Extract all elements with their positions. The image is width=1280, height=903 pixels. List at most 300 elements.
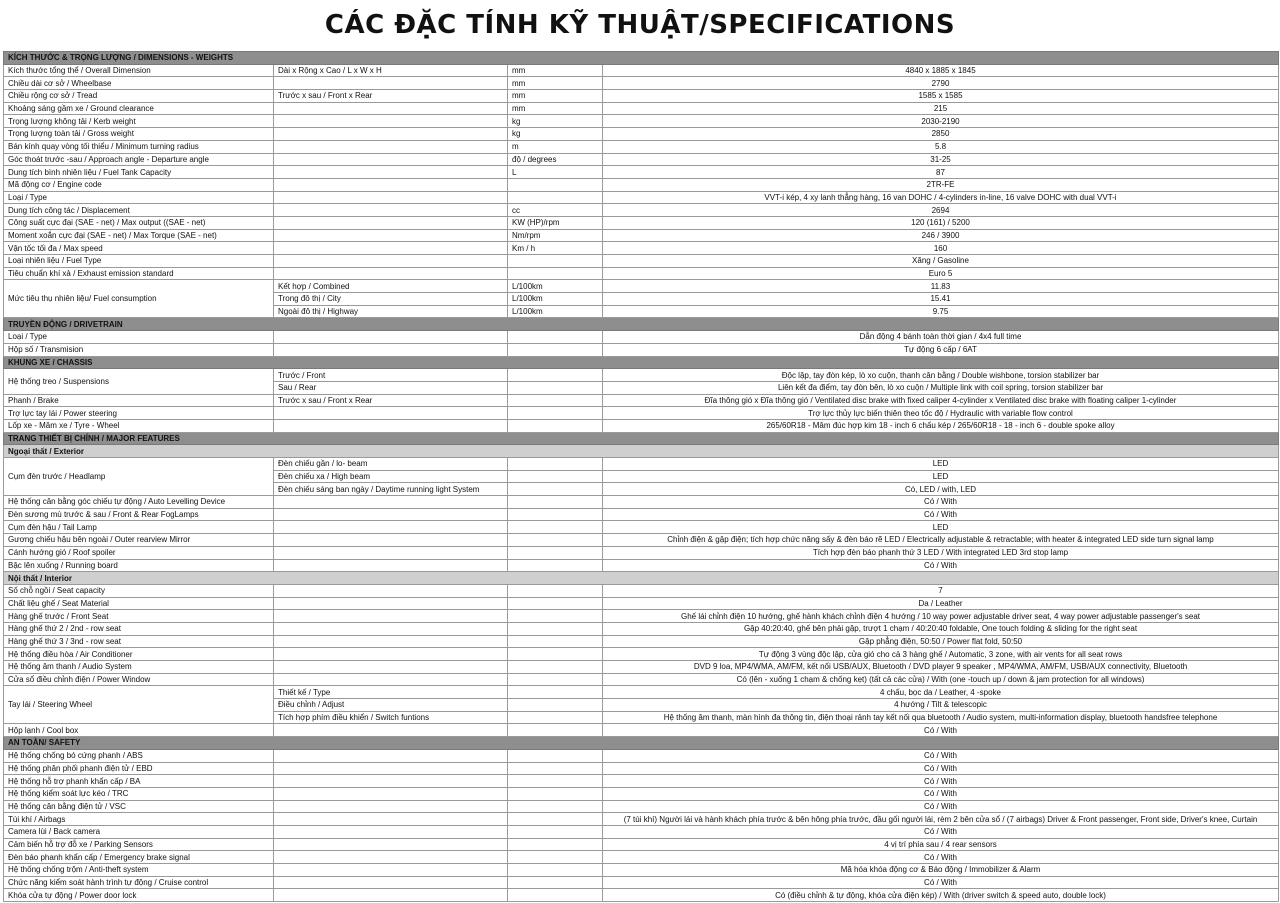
spec-unit: KW (HP)/rpm	[508, 216, 603, 229]
spec-value: Hệ thống âm thanh, màn hình đa thông tin, điện thoại rảnh tay kết nối qua bluetooth / Audio system, multi-information display, bluetooth handsfree telephone	[603, 711, 1279, 724]
spec-name: Khoảng sáng gầm xe / Ground clearance	[4, 102, 274, 115]
spec-unit: độ / degrees	[508, 153, 603, 166]
subsection-header: Nội thất / Interior	[4, 572, 1279, 585]
spec-unit	[508, 267, 603, 280]
spec-row	[4, 496, 1279, 509]
spec-unit: L	[508, 166, 603, 179]
spec-row	[4, 115, 1279, 128]
spec-unit	[508, 331, 603, 344]
spec-unit	[508, 762, 603, 775]
spec-value: (7 túi khí) Người lái và hành khách phía trước & bên hông phía trước, đầu gối người lái, rèm 2 bên cửa sổ / (7 airbags) Driver & Front passenger, Front side, Driver's knee, Curtain	[603, 813, 1279, 826]
spec-unit	[508, 508, 603, 521]
spec-unit	[508, 559, 603, 572]
spec-condition	[274, 749, 508, 762]
spec-unit	[508, 191, 603, 204]
spec-condition: Trước / Front	[274, 369, 508, 382]
spec-unit: Nm/rpm	[508, 229, 603, 242]
spec-unit	[508, 381, 603, 394]
spec-condition	[274, 648, 508, 661]
spec-row	[4, 369, 1279, 382]
spec-unit	[508, 673, 603, 686]
spec-row	[4, 102, 1279, 115]
spec-unit	[508, 458, 603, 471]
spec-row	[4, 724, 1279, 737]
spec-unit: L/100km	[508, 293, 603, 306]
spec-row	[4, 166, 1279, 179]
spec-name: Số chỗ ngồi / Seat capacity	[4, 584, 274, 597]
spec-value: Có, LED / with, LED	[603, 483, 1279, 496]
spec-unit	[508, 343, 603, 356]
spec-value: 2850	[603, 128, 1279, 141]
spec-condition	[274, 838, 508, 851]
spec-value: Dẫn động 4 bánh toàn thời gian / 4x4 full time	[603, 331, 1279, 344]
spec-name: Cánh hướng gió / Roof spoiler	[4, 546, 274, 559]
spec-condition	[274, 610, 508, 623]
spec-condition	[274, 724, 508, 737]
spec-unit: L/100km	[508, 280, 603, 293]
spec-condition: Kết hợp / Combined	[274, 280, 508, 293]
spec-row	[4, 394, 1279, 407]
subsection-header-row	[4, 572, 1279, 585]
spec-value: Có / With	[603, 724, 1279, 737]
spec-row	[4, 534, 1279, 547]
section-header-row	[4, 356, 1279, 369]
spec-value: Đĩa thông gió x Đĩa thông gió / Ventilated disc brake with fixed caliper 4-cylinder x Ventilated disc brake with floating caliper 1-cylinder	[603, 394, 1279, 407]
spec-unit	[508, 546, 603, 559]
spec-condition: Đèn chiếu sáng ban ngày / Daytime running light System	[274, 483, 508, 496]
spec-name: Góc thoát trước -sau / Approach angle - Departure angle	[4, 153, 274, 166]
spec-name: Hệ thống phân phối phanh điện tử / EBD	[4, 762, 274, 775]
spec-name: Đèn sương mù trước & sau / Front & Rear FogLamps	[4, 508, 274, 521]
spec-name: Trợ lực tay lái / Power steering	[4, 407, 274, 420]
spec-name: Chiều dài cơ sở / Wheelbase	[4, 77, 274, 90]
spec-row	[4, 153, 1279, 166]
spec-row	[4, 508, 1279, 521]
spec-row	[4, 204, 1279, 217]
spec-condition	[274, 661, 508, 674]
spec-value: 4840 x 1885 x 1845	[603, 64, 1279, 77]
spec-value: 160	[603, 242, 1279, 255]
spec-unit	[508, 876, 603, 889]
spec-row	[4, 597, 1279, 610]
subsection-header: Ngoại thất / Exterior	[4, 445, 1279, 458]
spec-name: Túi khí / Airbags	[4, 813, 274, 826]
spec-row	[4, 280, 1279, 293]
spec-condition	[274, 546, 508, 559]
spec-row	[4, 267, 1279, 280]
spec-row	[4, 787, 1279, 800]
spec-name: Hộp số / Transmision	[4, 343, 274, 356]
spec-name: Mã động cơ / Engine code	[4, 178, 274, 191]
spec-name: Moment xoắn cực đại (SAE - net) / Max Torque (SAE - net)	[4, 229, 274, 242]
spec-unit	[508, 534, 603, 547]
spec-row	[4, 876, 1279, 889]
spec-condition	[274, 419, 508, 432]
spec-condition: Trước x sau / Front x Rear	[274, 90, 508, 103]
spec-condition	[274, 825, 508, 838]
spec-row	[4, 216, 1279, 229]
spec-unit	[508, 369, 603, 382]
spec-row	[4, 851, 1279, 864]
spec-row	[4, 343, 1279, 356]
spec-condition: Đèn chiếu gần / lo- beam	[274, 458, 508, 471]
spec-name: Hàng ghế thứ 2 / 2nd - row seat	[4, 622, 274, 635]
section-header-row	[4, 52, 1279, 65]
spec-condition	[274, 864, 508, 877]
spec-value: 9.75	[603, 305, 1279, 318]
spec-row	[4, 331, 1279, 344]
spec-condition	[274, 559, 508, 572]
spec-row	[4, 889, 1279, 902]
spec-condition: Ngoài đô thị / Highway	[274, 305, 508, 318]
section-header: AN TOÀN/ SAFETY	[4, 737, 1279, 750]
section-header-row	[4, 737, 1279, 750]
spec-condition	[274, 128, 508, 141]
spec-unit: mm	[508, 77, 603, 90]
spec-unit	[508, 838, 603, 851]
spec-unit: cc	[508, 204, 603, 217]
spec-value: 2TR-FE	[603, 178, 1279, 191]
spec-row	[4, 673, 1279, 686]
spec-name: Khóa cửa tự động / Power door lock	[4, 889, 274, 902]
spec-row	[4, 419, 1279, 432]
spec-value: DVD 9 loa, MP4/WMA, AM/FM, kết nối USB/AUX, Bluetooth / DVD player 9 speaker , MP4/WMA, AM/FM, USB/AUX connectivity, Bluetooth	[603, 661, 1279, 674]
spec-name: Cụm đèn hậu / Tail Lamp	[4, 521, 274, 534]
spec-value: Euro 5	[603, 267, 1279, 280]
spec-row	[4, 140, 1279, 153]
spec-name: Hệ thống điều hòa / Air Conditioner	[4, 648, 274, 661]
spec-condition	[274, 876, 508, 889]
spec-value: Có / With	[603, 508, 1279, 521]
spec-name: Tiêu chuẩn khí xả / Exhaust emission standard	[4, 267, 274, 280]
spec-value: 265/60R18 - Mâm đúc hợp kim 18 - inch 6 chấu kép / 265/60R18 - 18 - inch 6 - double spoke alloy	[603, 419, 1279, 432]
spec-condition	[274, 178, 508, 191]
spec-unit	[508, 864, 603, 877]
spec-value: 87	[603, 166, 1279, 179]
spec-name: Cảm biến hỗ trợ đỗ xe / Parking Sensors	[4, 838, 274, 851]
spec-condition	[274, 267, 508, 280]
spec-name: Cụm đèn trước / Headlamp	[4, 458, 274, 496]
spec-row	[4, 661, 1279, 674]
spec-value: Ghế lái chỉnh điện 10 hướng, ghế hành khách chỉnh điện 4 hướng / 10 way power adjustable driver seat, 4 way power adjustable passenger's seat	[603, 610, 1279, 623]
spec-name: Mức tiêu thụ nhiên liệu/ Fuel consumption	[4, 280, 274, 318]
spec-row	[4, 229, 1279, 242]
spec-name: Dung tích bình nhiên liệu / Fuel Tank Capacity	[4, 166, 274, 179]
spec-unit	[508, 622, 603, 635]
spec-row	[4, 762, 1279, 775]
spec-name: Công suất cực đại (SAE - net) / Max output ((SAE - net)	[4, 216, 274, 229]
spec-name: Hệ thống chống bó cứng phanh / ABS	[4, 749, 274, 762]
spec-unit	[508, 699, 603, 712]
spec-condition	[274, 102, 508, 115]
spec-name: Hệ thống chống trộm / Anti-theft system	[4, 864, 274, 877]
spec-unit	[508, 813, 603, 826]
spec-row	[4, 584, 1279, 597]
spec-unit	[508, 610, 603, 623]
spec-name: Hệ thống kiểm soát lực kéo / TRC	[4, 787, 274, 800]
subsection-header-row	[4, 445, 1279, 458]
spec-unit	[508, 255, 603, 268]
spec-row	[4, 825, 1279, 838]
spec-unit: kg	[508, 128, 603, 141]
spec-row	[4, 77, 1279, 90]
spec-name: Hàng ghế thứ 3 / 3nd - row seat	[4, 635, 274, 648]
spec-condition	[274, 140, 508, 153]
section-header: KÍCH THƯỚC & TRỌNG LƯỢNG / DIMENSIONS - WEIGHTS	[4, 52, 1279, 65]
spec-condition	[274, 153, 508, 166]
spec-row	[4, 749, 1279, 762]
spec-condition	[274, 204, 508, 217]
spec-condition	[274, 787, 508, 800]
spec-name: Chiều rộng cơ sở / Tread	[4, 90, 274, 103]
spec-row	[4, 635, 1279, 648]
spec-unit	[508, 407, 603, 420]
spec-row	[4, 546, 1279, 559]
spec-unit	[508, 851, 603, 864]
spec-value: VVT-i kép, 4 xy lanh thẳng hàng, 16 van DOHC / 4-cylinders in-line, 16 valve DOHC with dual VVT-i	[603, 191, 1279, 204]
spec-value: 15.41	[603, 293, 1279, 306]
spec-row	[4, 559, 1279, 572]
spec-condition	[274, 851, 508, 864]
spec-value: 4 vị trí phía sau / 4 rear sensors	[603, 838, 1279, 851]
spec-value: Tự động 3 vùng độc lập, cửa gió cho cả 3 hàng ghế / Automatic, 3 zone, with air vents for all seat rows	[603, 648, 1279, 661]
spec-value: Có / With	[603, 775, 1279, 788]
spec-condition	[274, 216, 508, 229]
spec-value: 1585 x 1585	[603, 90, 1279, 103]
spec-condition: Điều chỉnh / Adjust	[274, 699, 508, 712]
section-header-row	[4, 432, 1279, 445]
spec-unit	[508, 419, 603, 432]
spec-condition	[274, 115, 508, 128]
spec-unit	[508, 394, 603, 407]
spec-condition	[274, 775, 508, 788]
spec-name: Dung tích công tác / Displacement	[4, 204, 274, 217]
spec-name: Trọng lượng không tải / Kerb weight	[4, 115, 274, 128]
spec-unit	[508, 724, 603, 737]
spec-condition	[274, 255, 508, 268]
spec-value: Có / With	[603, 559, 1279, 572]
spec-value: Có / With	[603, 762, 1279, 775]
spec-name: Tay lái / Steering Wheel	[4, 686, 274, 724]
section-header-row	[4, 318, 1279, 331]
spec-value: 2790	[603, 77, 1279, 90]
spec-value: 31-25	[603, 153, 1279, 166]
spec-value: LED	[603, 521, 1279, 534]
spec-unit	[508, 483, 603, 496]
spec-name: Đèn báo phanh khẩn cấp / Emergency brake signal	[4, 851, 274, 864]
spec-value: 7	[603, 584, 1279, 597]
spec-unit	[508, 648, 603, 661]
spec-unit	[508, 800, 603, 813]
spec-unit	[508, 470, 603, 483]
spec-row	[4, 610, 1279, 623]
spec-row	[4, 407, 1279, 420]
spec-row	[4, 838, 1279, 851]
spec-condition	[274, 242, 508, 255]
spec-value: LED	[603, 458, 1279, 471]
spec-condition: Thiết kế / Type	[274, 686, 508, 699]
spec-condition	[274, 508, 508, 521]
spec-unit	[508, 521, 603, 534]
spec-row	[4, 800, 1279, 813]
spec-condition	[274, 813, 508, 826]
spec-unit	[508, 686, 603, 699]
spec-name: Hàng ghế trước / Front Seat	[4, 610, 274, 623]
spec-name: Loại nhiên liệu / Fuel Type	[4, 255, 274, 268]
spec-condition	[274, 496, 508, 509]
spec-unit	[508, 661, 603, 674]
spec-row	[4, 686, 1279, 699]
spec-condition: Đèn chiếu xa / High beam	[274, 470, 508, 483]
section-header: TRANG THIẾT BỊ CHÍNH / MAJOR FEATURES	[4, 432, 1279, 445]
spec-name: Camera lùi / Back camera	[4, 825, 274, 838]
spec-row	[4, 648, 1279, 661]
spec-unit: mm	[508, 90, 603, 103]
spec-value: Có / With	[603, 851, 1279, 864]
spec-unit	[508, 597, 603, 610]
page-title: CÁC ĐẶC TÍNH KỸ THUẬT/SPECIFICATIONS	[324, 10, 956, 40]
spec-value: Có (lên - xuống 1 chạm & chống kẹt) (tất cả các cửa) / With (one -touch up / down & jam protection for all windows)	[603, 673, 1279, 686]
spec-row	[4, 864, 1279, 877]
spec-value: 2694	[603, 204, 1279, 217]
spec-condition: Sau / Rear	[274, 381, 508, 394]
spec-value: Có / With	[603, 876, 1279, 889]
spec-name: Chất liệu ghế / Seat Material	[4, 597, 274, 610]
spec-row	[4, 242, 1279, 255]
spec-condition	[274, 635, 508, 648]
spec-unit: Km / h	[508, 242, 603, 255]
spec-unit	[508, 775, 603, 788]
spec-condition	[274, 343, 508, 356]
spec-condition	[274, 673, 508, 686]
spec-row	[4, 521, 1279, 534]
spec-row	[4, 813, 1279, 826]
spec-condition: Trong đô thị / City	[274, 293, 508, 306]
spec-condition	[274, 331, 508, 344]
spec-value: 215	[603, 102, 1279, 115]
spec-row	[4, 128, 1279, 141]
spec-value: 4 hướng / Tilt & telescopic	[603, 699, 1279, 712]
spec-value: Trợ lực thủy lực biến thiên theo tốc độ / Hydraulic with variable flow control	[603, 407, 1279, 420]
spec-unit	[508, 787, 603, 800]
spec-name: Hệ thống cân bằng điện tử / VSC	[4, 800, 274, 813]
spec-name: Hộp lạnh / Cool box	[4, 724, 274, 737]
spec-unit: mm	[508, 64, 603, 77]
spec-row	[4, 191, 1279, 204]
spec-unit	[508, 711, 603, 724]
spec-value: Chỉnh điện & gập điện; tích hợp chức năng sấy & đèn báo rẽ LED / Electrically adjustable & retractable; with heater & integrated LED side turn signal lamp	[603, 534, 1279, 547]
spec-unit: L/100km	[508, 305, 603, 318]
spec-unit: mm	[508, 102, 603, 115]
spec-value: 5.8	[603, 140, 1279, 153]
spec-name: Vận tốc tối đa / Max speed	[4, 242, 274, 255]
spec-value: Có / With	[603, 800, 1279, 813]
spec-value: Tự động 6 cấp / 6AT	[603, 343, 1279, 356]
spec-row	[4, 178, 1279, 191]
specifications-table	[3, 51, 1279, 902]
spec-unit	[508, 889, 603, 902]
spec-row	[4, 458, 1279, 471]
spec-value: Da / Leather	[603, 597, 1279, 610]
spec-condition: Dài x Rộng x Cao / L x W x H	[274, 64, 508, 77]
spec-condition	[274, 762, 508, 775]
spec-value: Gập 40:20:40, ghế bên phải gập, trượt 1 chạm / 40:20:40 foldable, One touch folding & sliding for the right seat	[603, 622, 1279, 635]
spec-condition: Tích hợp phím điều khiển / Switch funtions	[274, 711, 508, 724]
spec-value: Gập phẳng điện, 50:50 / Power flat fold, 50:50	[603, 635, 1279, 648]
spec-name: Bán kính quay vòng tối thiểu / Minimum turning radius	[4, 140, 274, 153]
spec-condition	[274, 77, 508, 90]
spec-value: 120 (161) / 5200	[603, 216, 1279, 229]
spec-name: Phanh / Brake	[4, 394, 274, 407]
spec-name: Loại / Type	[4, 191, 274, 204]
spec-value: 11.83	[603, 280, 1279, 293]
spec-row	[4, 90, 1279, 103]
spec-condition	[274, 191, 508, 204]
spec-name: Hệ thống cân bằng góc chiếu tự động / Auto Levelling Device	[4, 496, 274, 509]
spec-unit: kg	[508, 115, 603, 128]
spec-value: Độc lập, tay đòn kép, lò xo cuộn, thanh cân bằng / Double wishbone, torsion stabilizer bar	[603, 369, 1279, 382]
spec-unit: m	[508, 140, 603, 153]
spec-condition	[274, 622, 508, 635]
spec-value: Có / With	[603, 749, 1279, 762]
spec-value: Liên kết đa điểm, tay đòn bên, lò xo cuộn / Multiple link with coil spring, torsion stabilizer bar	[603, 381, 1279, 394]
spec-value: LED	[603, 470, 1279, 483]
spec-row	[4, 622, 1279, 635]
spec-condition	[274, 521, 508, 534]
spec-name: Kích thước tổng thể / Overall Dimension	[4, 64, 274, 77]
spec-unit	[508, 496, 603, 509]
section-header: TRUYỀN ĐỘNG / DRIVETRAIN	[4, 318, 1279, 331]
spec-condition: Trước x sau / Front x Rear	[274, 394, 508, 407]
spec-unit	[508, 749, 603, 762]
spec-name: Bậc lên xuống / Running board	[4, 559, 274, 572]
spec-name: Hệ thống treo / Suspensions	[4, 369, 274, 394]
spec-unit	[508, 825, 603, 838]
section-header: KHUNG XE / CHASSIS	[4, 356, 1279, 369]
spec-name: Hệ thống hỗ trợ phanh khẩn cấp / BA	[4, 775, 274, 788]
spec-value: Có (điều chỉnh & tự động, khóa cửa điện kép) / With (driver switch & speed auto, double lock)	[603, 889, 1279, 902]
spec-value: 4 chấu, bọc da / Leather, 4 -spoke	[603, 686, 1279, 699]
spec-condition	[274, 229, 508, 242]
spec-condition	[274, 800, 508, 813]
spec-condition	[274, 407, 508, 420]
spec-value: 2030-2190	[603, 115, 1279, 128]
spec-condition	[274, 597, 508, 610]
specifications-table-body	[4, 52, 1279, 902]
spec-unit	[508, 178, 603, 191]
spec-name: Hệ thống âm thanh / Audio System	[4, 661, 274, 674]
spec-condition	[274, 166, 508, 179]
spec-condition	[274, 889, 508, 902]
spec-name: Lốp xe - Mâm xe / Tyre - Wheel	[4, 419, 274, 432]
spec-name: Chức năng kiểm soát hành trình tự động / Cruise control	[4, 876, 274, 889]
spec-value: 246 / 3900	[603, 229, 1279, 242]
spec-value: Tích hợp đèn báo phanh thứ 3 LED / With integrated LED 3rd stop lamp	[603, 546, 1279, 559]
spec-value: Có / With	[603, 825, 1279, 838]
spec-condition	[274, 584, 508, 597]
spec-row	[4, 775, 1279, 788]
spec-condition	[274, 534, 508, 547]
spec-row	[4, 64, 1279, 77]
spec-unit	[508, 584, 603, 597]
spec-value: Xăng / Gasoline	[603, 255, 1279, 268]
spec-name: Loại / Type	[4, 331, 274, 344]
spec-name: Trọng lượng toàn tải / Gross weight	[4, 128, 274, 141]
spec-name: Cửa sổ điều chỉnh điện / Power Window	[4, 673, 274, 686]
spec-name: Gương chiếu hậu bên ngoài / Outer rearview Mirror	[4, 534, 274, 547]
spec-value: Mã hóa khóa động cơ & Báo động / Immobilizer & Alarm	[603, 864, 1279, 877]
spec-unit	[508, 635, 603, 648]
